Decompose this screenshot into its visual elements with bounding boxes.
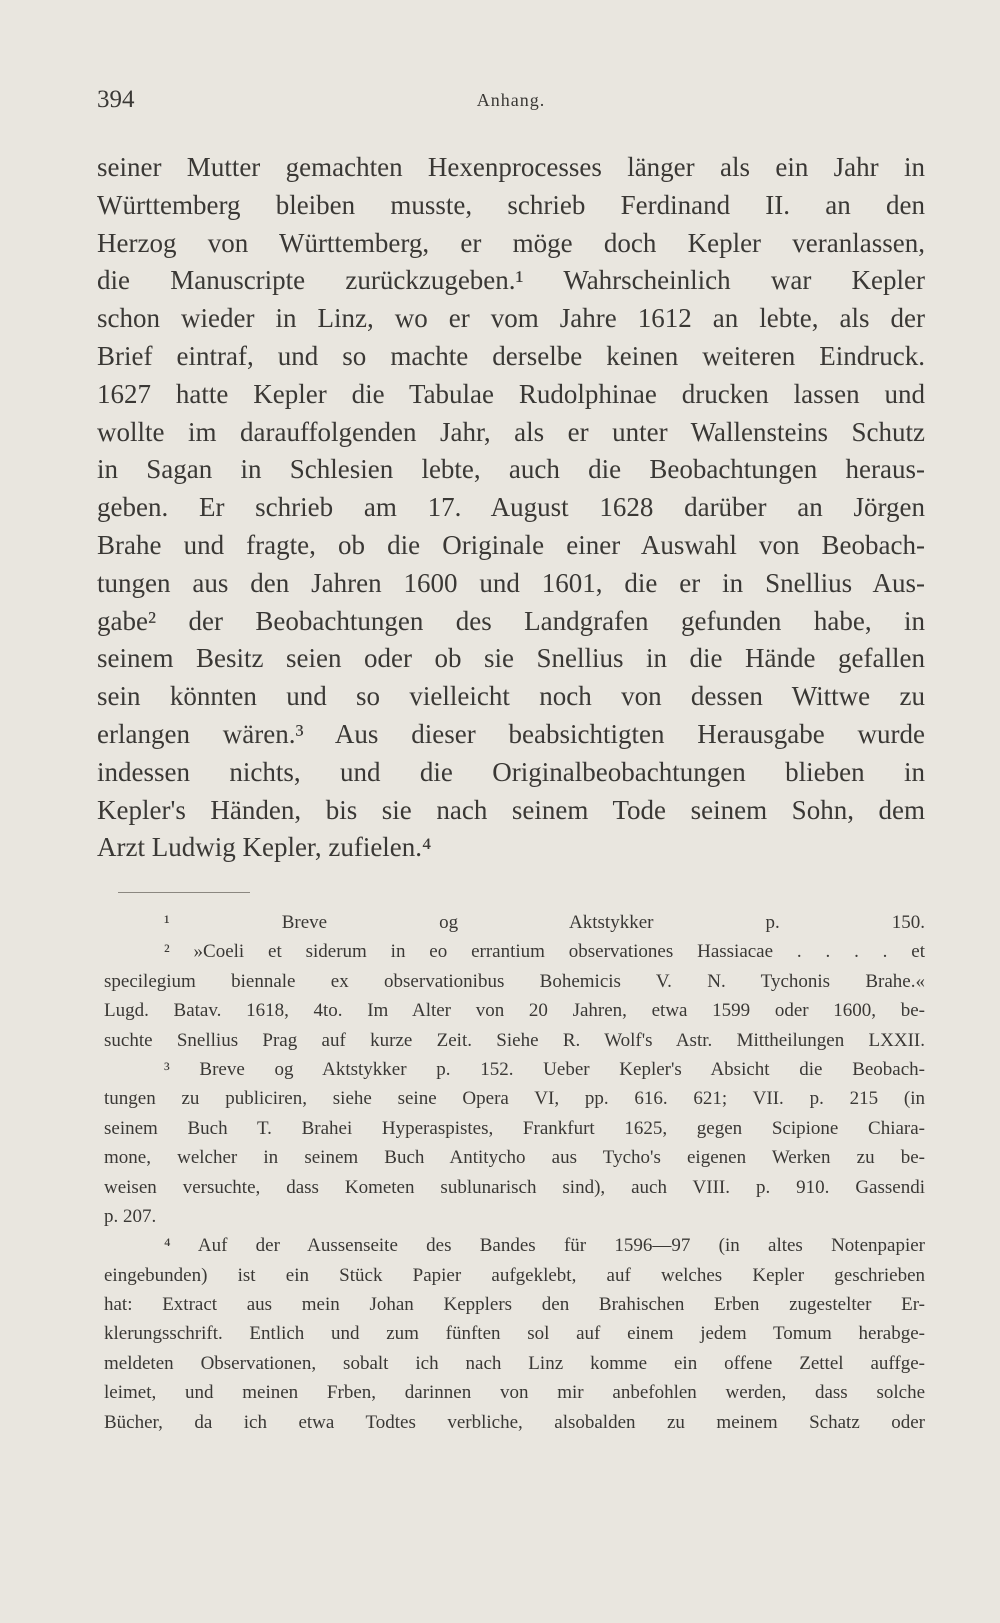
main-text [97,149,925,867]
main-text-line: sein könnten und so vielleicht noch von dessen Wittwe zu [97,681,925,712]
main-text-line: gabe² der Beobachtungen des Landgrafen gefunden habe, in [97,605,925,636]
page-number: 394 [97,86,135,113]
main-text-line: Brahe und fragte, ob die Originale einer Auswahl von Beobach- [97,529,925,560]
footnote-line: specilegium biennale ex observationibus Bohemicis V. N. Tychonis Brahe.« [104,970,925,992]
main-text-line: 1627 hatte Kepler die Tabulae Rudolphinae drucken lassen und [97,378,925,409]
main-text-line: Brief eintraf, und so machte derselbe keinen weiteren Eindruck. [97,340,925,371]
footnote-line: eingebunden) ist ein Stück Papier aufgeklebt, auf welches Kepler geschrieben [104,1264,925,1286]
footnote-line: Bücher, da ich etwa Todtes verbliche, alsobalden zu meinem Schatz oder [104,1411,925,1433]
main-text-line: wollte im darauffolgenden Jahr, als er unter Wallensteins Schutz [97,416,925,447]
footnote-line: ¹ Breve og Aktstykker p. 150. [164,912,925,933]
footnotes [104,908,925,1437]
footnote-line: hat: Extract aus mein Johan Kepplers den Brahischen Erben zugestelter Er- [104,1294,925,1316]
footnote-line: p. 207. [104,1205,157,1227]
footnote-line: klerungsschrift. Entlich und zum fünften sol auf einem jedem Tomum herabge- [104,1323,925,1345]
main-text-line: Arzt Ludwig Kepler, zufielen.⁴ [97,832,432,863]
footnote-line: weisen versuchte, dass Kometen sublunarisch sind), auch VIII. p. 910. Gassendi [104,1176,925,1198]
footnote-line: mone, welcher in seinem Buch Antitycho aus Tycho's eigenen Werken zu be- [104,1147,925,1169]
footnote-line: leimet, und meinen Frben, darinnen von mir anbefohlen werden, dass solche [104,1382,925,1404]
main-text-line: indessen nichts, und die Originalbeobachtungen blieben in [97,756,925,787]
footnote-line: ² »Coeli et siderum in eo errantium observationes Hassiacae . . . . et [164,941,925,963]
footnote-line: ⁴ Auf der Aussenseite des Bandes für 1596—97 (in altes Notenpapier [164,1235,925,1257]
footnote-separator [118,892,250,893]
main-text-line: erlangen wären.³ Aus dieser beabsichtigten Herausgabe wurde [97,718,925,749]
footnote-line: tungen zu publiciren, siehe seine Opera VI, pp. 616. 621; VII. p. 215 (in [104,1088,925,1110]
main-text-line: Württemberg bleiben musste, schrieb Ferdinand II. an den [97,189,925,220]
main-text-line: schon wieder in Linz, wo er vom Jahre 1612 an lebte, als der [97,303,925,334]
footnote-line: seinem Buch T. Brahei Hyperaspistes, Frankfurt 1625, gegen Scipione Chiara- [104,1117,925,1139]
footnote-line: meldeten Observationen, sobalt ich nach Linz komme ein offene Zettel auffge- [104,1352,925,1374]
main-text-line: in Sagan in Schlesien lebte, auch die Beobachtungen heraus- [97,454,925,485]
main-text-line: seiner Mutter gemachten Hexenprocesses länger als ein Jahr in [97,152,925,182]
main-text-line: tungen aus den Jahren 1600 und 1601, die er in Snellius Aus- [97,567,925,598]
main-text-line: die Manuscripte zurückzugeben.¹ Wahrscheinlich war Kepler [97,265,925,296]
main-text-line: Herzog von Württemberg, er möge doch Kepler veranlassen, [97,227,925,258]
footnote-line: ³ Breve og Aktstykker p. 152. Ueber Kepler's Absicht die Beobach- [164,1058,925,1080]
page-header [97,86,925,126]
footnote-line: suchte Snellius Prag auf kurze Zeit. Siehe R. Wolf's Astr. Mittheilungen LXXII. [104,1029,925,1051]
running-head: Anhang. [476,90,546,110]
footnote-line: Lugd. Batav. 1618, 4to. Im Alter von 20 Jahren, etwa 1599 oder 1600, be- [104,1000,925,1022]
main-text-line: geben. Er schrieb am 17. August 1628 darüber an Jörgen [97,492,925,523]
main-text-line: Kepler's Händen, bis sie nach seinem Tode seinem Sohn, dem [97,794,925,825]
main-text-line: seinem Besitz seien oder ob sie Snellius in die Hände gefallen [97,643,925,674]
